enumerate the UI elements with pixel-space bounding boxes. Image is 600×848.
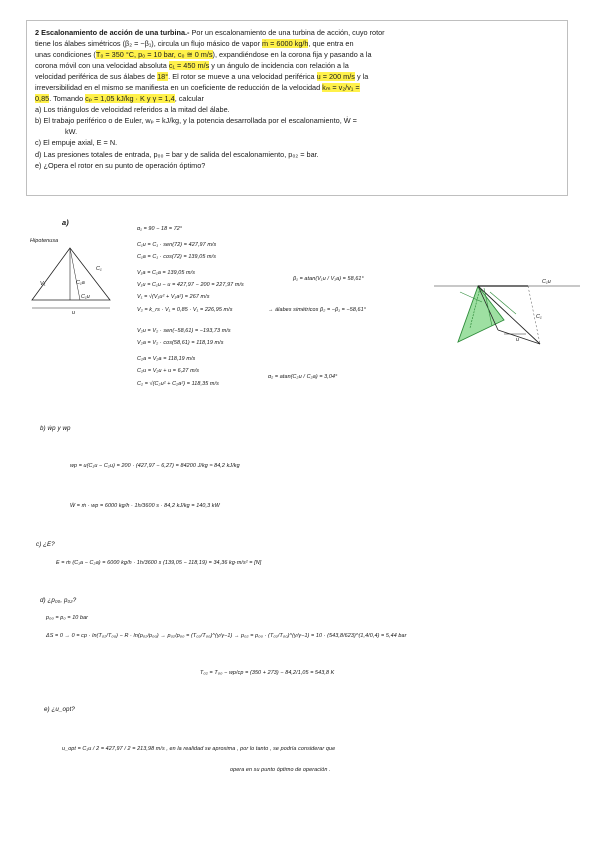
calc-line: V₂a = V₂ · cos(58,61) = 118,19 m/s <box>137 340 224 346</box>
krs-value-highlight: 0,85 <box>35 94 50 104</box>
angle-highlight: 18° <box>157 72 169 82</box>
problem-title: 2 Escalonamiento de acción de una turbina.- <box>35 28 190 37</box>
part-e-label: e) ¿u_opt? <box>44 706 75 713</box>
d-calc-line: p₀₀ = p₀ = 10 bar <box>46 615 89 621</box>
calc-line: V₁ = √(V₁u² + V₁a²) = 267 m/s <box>137 294 210 300</box>
mass-flow-highlight: ṁ = 6000 kg/h <box>262 39 309 49</box>
diagram-u-label: u <box>516 337 520 343</box>
calc-line: V₁a = C₁a = 139,05 m/s <box>137 270 196 276</box>
u-highlight: u = 200 m/s <box>316 72 355 82</box>
cp-highlight: cₚ = 1,05 kJ/kg · K y γ = 1,4 <box>85 94 175 104</box>
hypotenuse-label: Hipotenusa <box>30 238 59 244</box>
b-calc-line: Ẇ = ṁ · wp = 6000 kg/h · 1h/3600 s · 84,2 kJ/kg = 140,3 kW <box>70 503 220 509</box>
part-c-label: c) ¿E? <box>36 541 55 548</box>
problem-line: velocidad periférica de sus álabes de 18°. El rotor se mueve a una velocidad periférica u = 200 m/s y la <box>35 72 369 82</box>
d-calc-line: ΔS = 0 → 0 = cp · ln(T₀₂/T₀₀) − R · ln(p₀₂/p₀₀) → p₀₂/p₀₀ = (T₀₂/T₀₀)^(γ/γ−1) → p₀₂ = p₀₀ · (T₀₂/T₀₀)^(γ/γ−1) = 10 · (543,8/623)^(1,4/0,4) = 5,44 bar <box>46 633 407 639</box>
b-calc-line: wp = u(C₁u − C₂u) = 200 · (427,97 − 6,27) = 84200 J/kg ≈ 84,2 kJ/kg <box>70 463 240 469</box>
triangle-c1u-label: C₁u <box>81 294 90 300</box>
part-a-label: a) <box>62 218 69 227</box>
triangle-c1a-label: C₁a <box>76 280 85 286</box>
calc-line: → álabes simétricos β₂ = −β₁ = −58,61° <box>268 307 366 313</box>
problem-line: irreversibilidad en el mismo se manifiesta en un coeficiente de reducción de la velocidad kₘ = v₂/v₁ = <box>35 83 360 93</box>
c-calc-line: E = ṁ (C₁a − C₂a) = 6000 kg/h · 1h/3600 s (139,05 − 118,19) = 34,36 kg·m/s² = [N] <box>56 560 262 566</box>
calc-line: C₁a = C₁ · cos(72) = 139,05 m/s <box>137 254 217 260</box>
calc-line: C₂u = V₂u + u = 6,27 m/s <box>137 368 200 374</box>
question-a: a) Los triángulos de velocidad referidos a la mitad del álabe. <box>35 105 230 115</box>
problem-line: corona móvil con una velocidad absoluta c₁ = 450 m/s y un ángulo de incidencia con relación a la <box>35 61 349 71</box>
calc-line: V₂u = V₂ · sen(−58,61) = −193,73 m/s <box>137 328 231 334</box>
calc-line: α₁ = 90 − 18 = 72° <box>137 226 183 232</box>
e-calc-line: opera en su punto óptimo de operación . <box>230 767 331 773</box>
calc-line: C₂a = V₂a = 118,19 m/s <box>137 356 196 362</box>
question-c: c) El empuje axial, E = N. <box>35 138 118 148</box>
problem-line: unas condiciones (T₀ = 350 °C, p₀ = 10 bar, c₀ ≅ 0 m/s), expandiéndose en la corona fija y pasando a la <box>35 50 372 60</box>
calc-line: V₂ = k_rs · V₁ = 0,85 · V₁ = 226,95 m/s <box>137 307 233 313</box>
inlet-conditions-highlight: T₀ = 350 °C, p₀ = 10 bar, c₀ ≅ 0 m/s <box>95 50 213 60</box>
alpha2-calc: α₂ = atan(C₂u / C₂a) = 3,04° <box>268 374 338 380</box>
triangle-c1-label: C₁ <box>96 266 102 272</box>
velocity-triangles-diagram <box>430 262 580 350</box>
calc-line: V₁u = C₁u − u = 427,97 − 200 = 227,97 m/s <box>137 282 244 288</box>
velocity-triangle-sketch <box>26 244 116 314</box>
d-calc-line: T₀₂ = T₀₀ − wp/cp = (350 + 273) − 84,2/1,05 = 543,8 K <box>200 670 335 676</box>
krs-highlight: kₘ = v₂/v₁ = <box>322 83 360 93</box>
part-d-label: d) ¿p₀₀, p₀₂? <box>40 597 77 604</box>
calc-line: C₁u = C₁ · sen(72) = 427,97 m/s <box>137 242 217 248</box>
triangle-v1-label: V₁ <box>40 281 46 287</box>
triangle-u-label: u <box>72 310 76 316</box>
problem-line: 0,85. Tomando cₚ = 1,05 kJ/kg · K y γ = 1,4, calcular <box>35 94 204 104</box>
problem-line: 2 Escalonamiento de acción de una turbina.- Por un escalonamiento de una turbina de acción, cuyo rotor <box>35 28 385 37</box>
e-calc-line: u_opt = C₁u / 2 = 427,97 / 2 = 213,98 m/s , en la realidad se aproxima , por lo tanto , se podría considerar que <box>62 746 336 752</box>
part-b-label: b) ẇp y wp <box>40 425 71 432</box>
c1-highlight: c₁ = 450 m/s <box>168 61 210 71</box>
problem-statement <box>26 20 568 196</box>
question-b-cont: kW. <box>65 127 78 137</box>
calc-line: C₂ = √(C₂u² + C₂a²) = 118,35 m/s <box>137 381 219 387</box>
question-d: d) Las presiones totales de entrada, p₀₀ = bar y de salida del escalonamiento, p₀₂ = bar. <box>35 149 319 159</box>
question-b: b) El trabajo periférico o de Euler, wₚ = kJ/kg, y la potencia desarrollada por el escalonamiento, Ẇ = <box>35 116 357 126</box>
question-e: e) ¿Opera el rotor en su punto de operación óptimo? <box>35 160 206 170</box>
problem-line: tiene los álabes simétricos (β₂ = −β₁), circula un flujo másico de vapor ṁ = 6000 kg/h, que entra en <box>35 39 354 49</box>
diagram-c1-label: C₁ <box>536 314 542 320</box>
diagram-c1u-label: C₁u <box>542 279 551 285</box>
beta1-calc: β₁ = atan(V₁u / V₁a) = 58,61° <box>293 276 364 282</box>
